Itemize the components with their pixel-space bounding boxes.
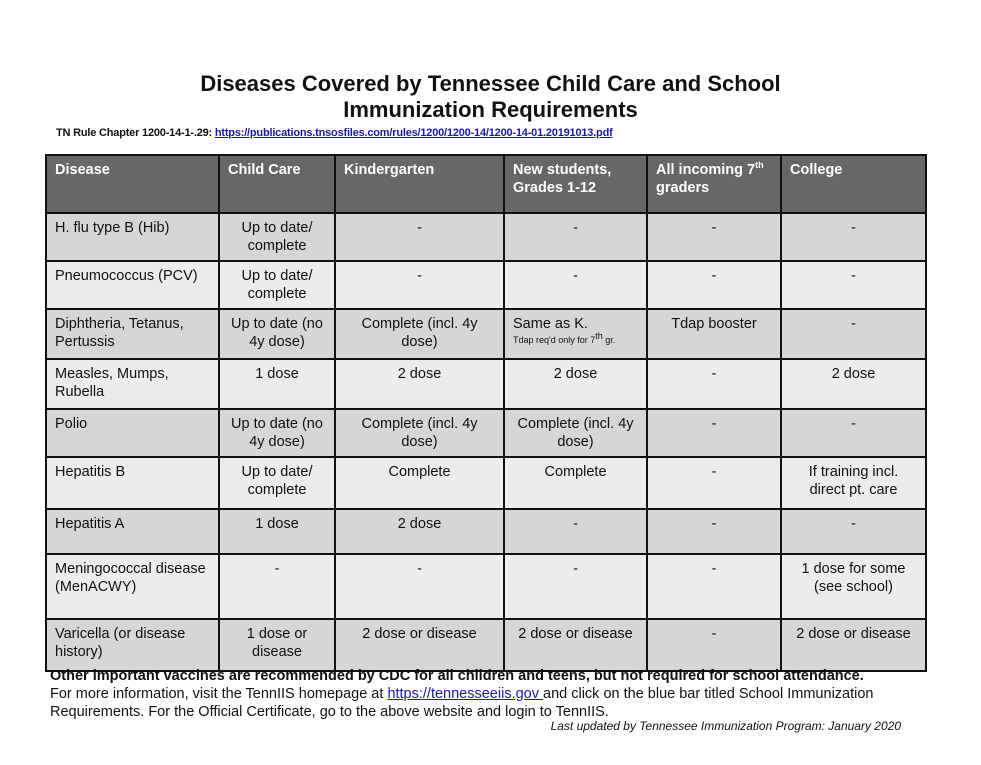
cell-new-students: -: [504, 509, 647, 554]
cell-7th-graders: -: [647, 213, 781, 261]
cell-7th-graders: -: [647, 261, 781, 309]
cell-kindergarten: 2 dose or disease: [335, 619, 504, 671]
cell-new-students: 2 dose or disease: [504, 619, 647, 671]
rule-link[interactable]: https://publications.tnsosfiles.com/rules/1200/1200-14/1200-14-01.20191013.pdf: [214, 127, 613, 139]
cell-kindergarten: 2 dose: [335, 359, 504, 409]
table-row: [46, 213, 926, 261]
cell-child-care: Up to date (no 4y dose): [219, 309, 335, 359]
table-row: [46, 554, 926, 619]
table-row: [46, 509, 926, 554]
cell-disease: Polio: [46, 409, 219, 457]
cell-disease: Hepatitis A: [46, 509, 219, 554]
cell-new-students: Same as K. Tdap req'd only for 7th gr.: [504, 309, 647, 359]
cell-new-students: -: [504, 213, 647, 261]
cell-disease: Meningococcal disease (MenACWY): [46, 554, 219, 619]
table-row: [46, 359, 926, 409]
cell-disease: Diphtheria, Tetanus, Pertussis: [46, 309, 219, 359]
cell-kindergarten: Complete: [335, 457, 504, 509]
cell-kindergarten: 2 dose: [335, 509, 504, 554]
table-row: [46, 457, 926, 509]
cell-child-care: Up to date/ complete: [219, 457, 335, 509]
cell-7th-graders: -: [647, 554, 781, 619]
cell-college: 1 dose for some (see school): [781, 554, 926, 619]
col-header-new-students: New students, Grades 1-12: [504, 155, 647, 213]
cell-disease: Measles, Mumps, Rubella: [46, 359, 219, 409]
cell-new-students: 2 dose: [504, 359, 647, 409]
cell-kindergarten: -: [335, 554, 504, 619]
rule-label: TN Rule Chapter 1200-14-1-.29:: [56, 127, 212, 139]
cell-7th-graders: -: [647, 359, 781, 409]
cell-college: -: [781, 213, 926, 261]
cell-disease: Pneumococcus (PCV): [46, 261, 219, 309]
cell-child-care: -: [219, 554, 335, 619]
cell-7th-graders: -: [647, 509, 781, 554]
rule-reference: [56, 127, 613, 139]
cell-college: If training incl. direct pt. care: [781, 457, 926, 509]
table-row: [46, 619, 926, 671]
cell-7th-graders: -: [647, 457, 781, 509]
cell-disease: Hepatitis B: [46, 457, 219, 509]
cell-college: -: [781, 509, 926, 554]
cell-child-care: 1 dose: [219, 509, 335, 554]
cell-disease: Varicella (or disease history): [46, 619, 219, 671]
cell-7th-graders: Tdap booster: [647, 309, 781, 359]
cell-child-care: 1 dose: [219, 359, 335, 409]
table-row: [46, 309, 926, 359]
cell-college: -: [781, 309, 926, 359]
cell-kindergarten: -: [335, 213, 504, 261]
cell-college: -: [781, 261, 926, 309]
cell-kindergarten: Complete (incl. 4y dose): [335, 309, 504, 359]
cell-college: 2 dose: [781, 359, 926, 409]
cell-kindergarten: -: [335, 261, 504, 309]
title-line-1: Diseases Covered by Tennessee Child Care and School: [200, 71, 781, 96]
cell-new-students: -: [504, 261, 647, 309]
cell-7th-graders: -: [647, 409, 781, 457]
cell-child-care: Up to date/ complete: [219, 213, 335, 261]
cdc-note: Other important vaccines are recommended by CDC for all children and teens, but not required for school attendance.: [50, 668, 864, 684]
cell-disease: H. flu type B (Hib): [46, 213, 219, 261]
table-row: [46, 409, 926, 457]
footer-notes: [50, 667, 930, 721]
tdap-note: Tdap req'd only for 7th gr.: [513, 331, 616, 345]
cell-child-care: Up to date/ complete: [219, 261, 335, 309]
cell-new-students: -: [504, 554, 647, 619]
col-header-college: College: [781, 155, 926, 213]
cell-child-care: Up to date (no 4y dose): [219, 409, 335, 457]
col-header-kindergarten: Kindergarten: [335, 155, 504, 213]
requirements-table: [45, 154, 927, 672]
cell-kindergarten: Complete (incl. 4y dose): [335, 409, 504, 457]
col-header-child-care: Child Care: [219, 155, 335, 213]
table-row: [46, 261, 926, 309]
cell-new-students: Complete: [504, 457, 647, 509]
table-header-row: [46, 155, 926, 213]
more-info-text: For more information, visit the TennIIS homepage at https://tennesseeiis.gov and click on the blue bar titled School Immunization Requirements. For the Official Certificate, go to the above website and login to TennIIS.: [50, 686, 874, 720]
cell-college: 2 dose or disease: [781, 619, 926, 671]
cell-new-students: Complete (incl. 4y dose): [504, 409, 647, 457]
cell-7th-graders: -: [647, 619, 781, 671]
last-updated: Last updated by Tennessee Immunization Program: January 2020: [550, 719, 901, 733]
col-header-7th-graders: All incoming 7th graders: [647, 155, 781, 213]
cell-child-care: 1 dose or disease: [219, 619, 335, 671]
title-line-2: Immunization Requirements: [343, 97, 638, 122]
col-header-disease: Disease: [46, 155, 219, 213]
page-title: [0, 71, 981, 123]
cell-college: -: [781, 409, 926, 457]
tenniis-link[interactable]: https://tennesseeiis.gov: [387, 686, 544, 702]
